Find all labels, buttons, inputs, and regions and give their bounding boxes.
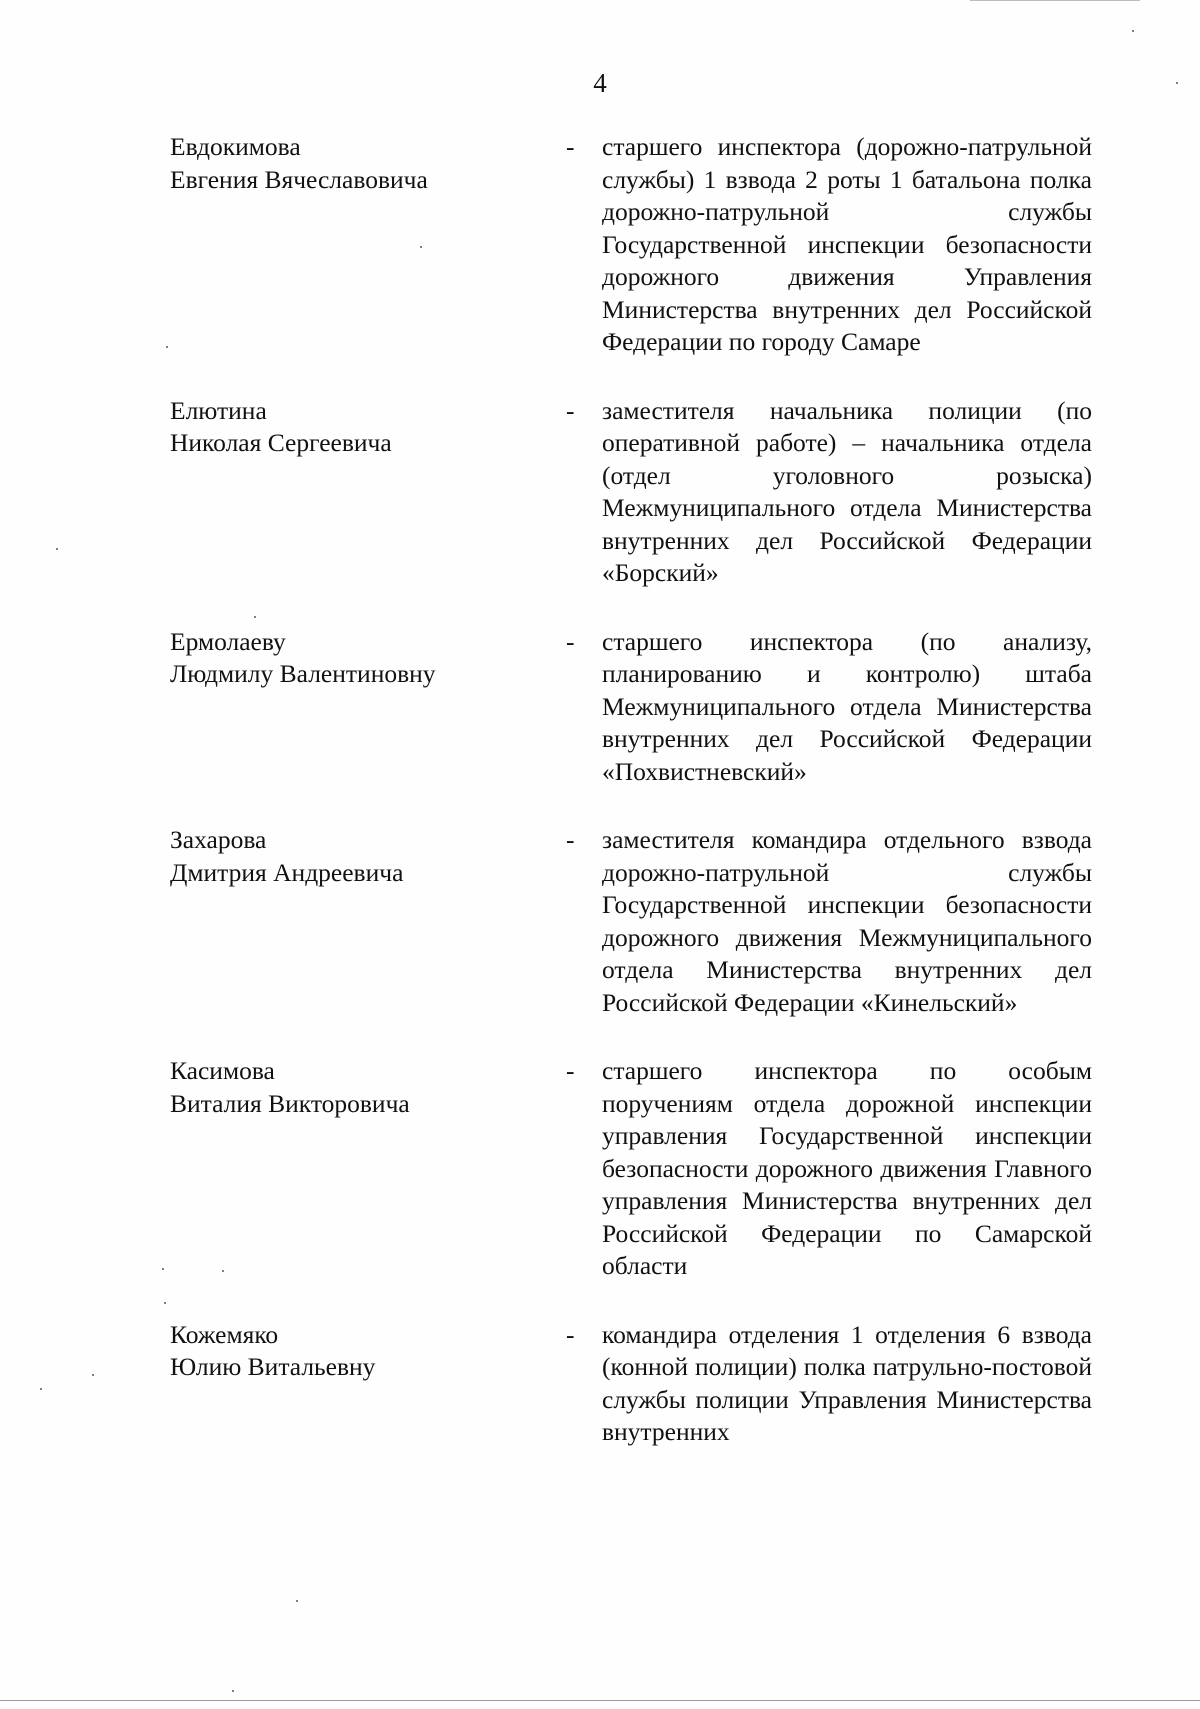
scan-speck (92, 1374, 94, 1376)
dash-separator: - (566, 395, 575, 425)
scan-speck (164, 1302, 166, 1304)
person-name (170, 1055, 566, 1283)
surname: Ермолаеву (170, 626, 286, 656)
scan-speck (232, 1690, 234, 1692)
given-names: Дмитрия Андреевича (170, 857, 404, 887)
scan-speck (40, 1388, 42, 1390)
dash-separator: - (566, 132, 575, 161)
position-description: старшего инспектора по особым поручениям отдела дорожной инспекции управления Государственной инспекции безопасности дорожного движения Главного управления Министерства внутренних дел Российской Федерации по Самарской области (602, 1056, 1092, 1280)
scan-speck (296, 1600, 298, 1602)
list-item (170, 626, 1100, 789)
surname: Захарова (170, 825, 267, 854)
person-name (170, 1319, 566, 1449)
scan-edge-bottom (0, 1700, 1200, 1701)
surname: Елютина (170, 395, 267, 425)
dash-separator: - (566, 626, 575, 656)
list-item (170, 395, 1100, 590)
dash-separator: - (566, 825, 575, 854)
scan-edge-top (970, 0, 1140, 1)
scan-speck (166, 346, 168, 348)
page-number: 4 (593, 68, 607, 98)
person-name (170, 131, 566, 359)
position-description: заместителя командира отдельного взвода дорожно-патрульной службы Государственной инспекции безопасности дорожного движения Межмуниципального отдела Министерства внутренних дел Российской Федерации «Кинельский» (602, 825, 1092, 1017)
given-names: Людмилу Валентиновну (170, 659, 436, 688)
scan-speck (420, 246, 422, 248)
given-names: Юлию Витальевну (170, 1352, 376, 1381)
list-item (170, 1319, 1100, 1449)
scan-speck (222, 1270, 224, 1272)
surname: Евдокимова (170, 132, 301, 161)
list-item (170, 824, 1100, 1019)
position-description: командира отделения 1 отделения 6 взвода (конной полиции) полка патрульно-постовой службы полиции Управления Министерства внутренних (602, 1319, 1092, 1446)
scan-speck (1132, 30, 1134, 32)
scan-speck (1176, 82, 1178, 84)
given-names: Евгения Вячеславовича (170, 164, 428, 194)
position-description: старшего инспектора (по анализу, планированию и контролю) штаба Межмуниципального отдела Министерства внутренних дел Российской Федерации «Похвистневский» (602, 626, 1092, 786)
given-names: Виталия Викторовича (170, 1088, 410, 1118)
person-name (170, 626, 566, 789)
dash-separator: - (566, 1056, 575, 1085)
position-description: старшего инспектора (дорожно-патрульной службы) 1 взвода 2 роты 1 батальона полка дорожно-патрульной службы Государственной инспекции безопасности дорожного движения Управления Министерства внутренних дел Российской Федерации по городу Самаре (602, 132, 1092, 356)
list-item (170, 131, 1100, 359)
person-name (170, 824, 566, 1019)
personnel-list (170, 131, 1100, 1449)
position-description: заместителя начальника полиции (по оперативной работе) – начальника отдела (отдел уголовного розыска) Межмуниципального отдела Министерства внутренних дел Российской Федерации «Борский» (602, 395, 1092, 587)
surname: Кожемяко (170, 1319, 279, 1349)
list-item (170, 1055, 1100, 1283)
person-name (170, 395, 566, 590)
given-names: Николая Сергеевича (170, 428, 392, 457)
surname: Касимова (170, 1056, 275, 1085)
scan-speck (162, 1268, 164, 1270)
dash-separator: - (566, 1319, 575, 1349)
scan-speck (56, 548, 58, 550)
scan-speck (254, 616, 256, 618)
